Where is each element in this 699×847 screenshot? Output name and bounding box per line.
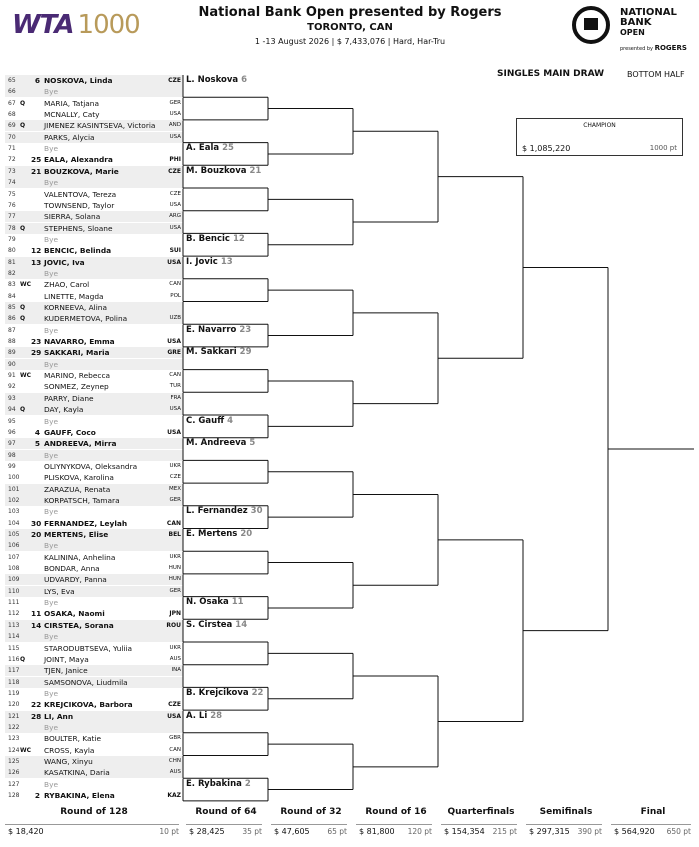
champion-label: CHAMPION [583,122,616,129]
player-nationality: CAN [169,281,181,288]
player-name: KORNEEVA, Alina [44,303,107,312]
player-name: Bye [44,722,58,732]
player-name: LYS, Eva [44,586,75,596]
round-label: Quarterfinals [447,807,515,817]
player-name: FERNANDEZ, Leylah [44,518,128,528]
slot-number: 73 [8,167,16,175]
player-nationality: POL [170,292,181,299]
slot-number: 77 [8,213,16,221]
slot-number: 112 [8,610,20,618]
player-nationality: INA [171,667,181,674]
player-nationality: TUR [169,383,181,390]
player-nationality: USA [169,224,181,231]
slot-number: 114 [8,633,20,641]
slot-number: 124 [8,746,20,754]
slot-number: 68 [8,111,16,119]
slot-number: 89 [8,349,16,357]
slot-number: 115 [8,644,20,652]
seed-number: 30 [31,518,42,528]
round-points: 120 pt [407,827,432,836]
player-name: SIERRA, Solana [44,212,101,222]
player-name: PLISKOVA, Karolina [44,473,114,483]
slot-number: 71 [8,145,16,153]
slot-number: 127 [8,780,20,788]
player-name: Bye [44,632,58,642]
player-name: Bye [44,598,58,608]
round-points: 65 pt [327,827,347,836]
player-nationality: PHI [169,156,181,164]
slot-number: 90 [8,360,16,368]
round-label: Final [640,807,666,817]
player-nationality: CAN [169,372,181,379]
round-of-64-slot: M. Andreeva 5 [186,438,256,449]
slot-number: 101 [8,485,20,493]
seed-number: 13 [31,257,42,267]
seed-number: 5 [34,439,40,449]
player-nationality: CAN [166,519,181,527]
round-of-64-slot: E. Navarro 23 [186,324,252,335]
player-nationality: SUI [169,247,181,255]
slot-number: 126 [8,769,20,777]
slot-number: 67 [8,99,16,107]
round-of-64-slot: N. Osaka 11 [186,597,244,608]
player-nationality: CAN [169,746,181,753]
wta-1000-logo: WTA 1000 [12,10,140,40]
slot-number: 86 [8,315,16,323]
player-nationality: USA [169,111,181,118]
player-nationality: MEX [169,485,181,492]
player-name: MARINO, Rebecca [44,371,111,381]
player-nationality: GRE [167,349,181,357]
player-name: Bye [44,234,58,244]
round-of-64-slot: L. Noskova 6 [186,75,248,85]
player-name: SAKKARI, Maria [44,348,110,358]
player-name: KASATKINA, Daria [44,768,110,778]
player-nationality: BEL [168,531,181,538]
slot-number: 116 [8,655,20,663]
player-name: VALENTOVA, Tereza [44,189,117,199]
player-nationality: USA [167,712,181,720]
player-name: DAY, Kayla [44,405,84,415]
player-nationality: ARG [169,213,181,220]
player-name: GAUFF, Coco [44,427,96,437]
tournament-title: National Bank Open presented by Rogers [198,5,502,20]
player-name: Bye [44,87,58,97]
round-of-64-slot: C. Gauff 4 [186,415,233,426]
round-label: Round of 32 [280,807,342,817]
seed-number: 23 [31,337,42,347]
player-name: Bye [44,779,58,789]
entry-status: Q [20,224,26,232]
player-nationality: USA [167,338,181,346]
slot-number: 82 [8,269,16,277]
player-name: ZARAZUA, Renata [44,484,111,494]
seed-number: 12 [31,246,42,256]
round-of-64-slot: I. Jovic 13 [186,256,233,267]
slot-number: 123 [8,735,20,743]
player-name: MERTENS, Elise [44,530,109,539]
round-label: Round of 128 [60,807,128,817]
round-prize: $ 81,800 [359,827,395,836]
slot-number: 66 [8,88,16,96]
slot-number: 96 [8,428,16,436]
player-name: NOSKOVA, Linda [44,76,113,85]
slot-number: 80 [8,247,16,255]
player-name: CROSS, Kayla [44,745,95,755]
slot-number: 91 [8,372,16,380]
entry-status: WC [20,746,32,754]
player-name: BENCIC, Belinda [44,246,112,256]
slot-number: 97 [8,440,16,448]
slot-number: 104 [8,519,20,527]
player-name: SAMSONOVA, Liudmila [44,677,128,687]
player-name: TOWNSEND, Taylor [44,200,115,210]
player-nationality: GBR [169,735,181,742]
entry-status: WC [20,281,32,289]
slot-number: 106 [8,542,20,550]
round-of-64-slot: S. Cirstea 14 [186,619,248,630]
player-name: Bye [44,359,58,369]
round-of-64-slot: E. Mertens 20 [186,529,253,539]
entry-status: Q [20,122,26,130]
slot-number: 121 [8,712,20,720]
slot-number: 65 [8,77,16,84]
player-nationality: CHN [168,758,181,764]
entry-status: Q [20,655,26,663]
player-nationality: JPN [169,610,181,618]
seed-number: 21 [31,166,42,176]
round-points: 390 pt [577,827,602,836]
player-name: Bye [44,144,58,154]
draw-title: SINGLES MAIN DRAW [497,69,605,79]
round-of-64-slot: L. Fernandez 30 [186,506,263,517]
slot-number: 111 [8,599,20,607]
player-nationality: FRA [170,394,181,401]
player-name: NAVARRO, Emma [44,337,115,347]
player-name: KORPATSCH, Tamara [44,495,120,505]
entry-status: Q [20,304,26,311]
round-points: 35 pt [242,827,262,836]
player-name: KREJCIKOVA, Barbora [44,700,133,710]
seed-number: 20 [31,530,42,539]
player-name: OSAKA, Naomi [44,609,105,619]
player-name: MCNALLY, Caty [44,110,100,120]
slot-number: 118 [8,678,20,686]
entry-status: Q [20,406,26,414]
player-nationality: KAZ [167,792,181,800]
prize-money-footer [0,803,699,847]
seed-number: 2 [34,791,40,801]
player-name: BOULTER, Katie [44,734,102,744]
slot-number: 110 [8,587,20,595]
round-prize: $ 47,605 [274,827,310,836]
slot-number: 69 [8,122,16,130]
player-name: RYBAKINA, Elena [44,791,115,801]
slot-number: 85 [8,304,16,311]
player-name: MARIA, Tatjana [44,98,100,108]
slot-number: 109 [8,576,20,584]
player-nationality: AUS [169,655,181,662]
slot-number: 76 [8,201,16,209]
player-name: BOUZKOVA, Marie [44,166,119,176]
slot-number: 93 [8,394,16,402]
round-label: Semifinals [539,807,593,817]
slot-number: 100 [8,474,20,482]
slot-number: 74 [8,179,16,187]
slot-number: 122 [8,723,20,731]
slot-number: 70 [8,133,16,141]
player-nationality: GER [169,587,181,594]
player-name: UDVARDY, Panna [44,575,107,585]
player-nationality: USA [169,133,181,140]
slot-number: 92 [8,383,16,391]
player-nationality: HUN [168,565,181,572]
player-name: Bye [44,507,58,517]
slot-number: 83 [8,281,16,289]
round-of-64-slot: A. Eala 25 [186,143,234,154]
player-name: Bye [44,688,58,698]
slot-number: 72 [8,156,16,164]
player-name: LI, Ann [44,711,74,721]
seed-number: 28 [31,711,42,721]
player-name: JOVIC, Iva [44,257,85,267]
entry-status: Q [20,315,26,323]
round-prize: $ 297,315 [529,827,570,836]
slot-number: 117 [8,667,20,675]
slot-number: 128 [8,792,20,800]
player-name: TJEN, Janice [44,666,88,676]
player-nationality: USA [167,428,181,436]
player-name: Bye [44,416,58,426]
round-of-64-slot: E. Rybakina 2 [186,778,251,789]
player-nationality: CZE [169,474,181,481]
round-of-64-slot: B. Krejcikova 22 [186,687,264,698]
player-name: KUDERMETOVA, Polina [44,314,128,324]
player-name: LINETTE, Magda [44,291,104,301]
round-points: 215 pt [492,827,517,836]
player-nationality: UKR [169,553,181,560]
tournament-details: 1 -13 August 2026 | $ 7,433,076 | Hard, Har-Tru [254,37,446,46]
slot-number: 105 [8,531,20,538]
entry-status: Q [20,99,26,107]
player-name: STEPHENS, Sloane [44,223,113,233]
player-nationality: USA [167,258,181,266]
player-nationality: GER [169,99,181,106]
seed-number: 11 [31,609,42,619]
player-name: WANG, Xinyu [44,757,93,766]
slot-number: 99 [8,462,16,470]
slot-number: 81 [8,258,16,266]
player-nationality: HUN [168,576,181,583]
champion-points: 1000 pt [649,144,677,152]
player-name: PARKS, Alycia [44,132,95,142]
round-points: 650 pt [666,827,691,836]
slot-number: 103 [8,508,20,516]
player-nationality: AUS [169,769,181,776]
round-of-64-slot: M. Sakkari 29 [186,347,252,358]
slot-number: 102 [8,496,20,504]
player-name: Bye [44,325,58,335]
slot-number: 125 [8,758,20,765]
slot-number: 94 [8,406,16,414]
national-bank-open-logo: NATIONAL BANK OPEN presented by ROGERS [572,4,692,54]
player-nationality: UZB [169,315,181,322]
player-nationality: USA [169,406,181,413]
slot-number: 84 [8,292,16,300]
player-name: ANDREEVA, Mirra [44,439,117,449]
slot-number: 98 [8,451,16,459]
round-prize: $ 154,354 [444,827,485,836]
player-name: OLIYNYKOVA, Oleksandra [44,461,138,471]
round-label: Round of 64 [195,807,257,817]
seed-number: 22 [31,700,42,710]
seed-number: 4 [34,427,40,437]
player-nationality: AND [168,122,181,129]
champion-prize: $ 1,085,220 [522,144,571,153]
player-nationality: ROU [166,621,181,629]
player-nationality: CZE [168,701,181,709]
entry-status: WC [20,372,32,380]
player-name: KALININA, Anhelina [44,552,116,562]
player-name: ZHAO, Carol [44,280,90,290]
player-nationality: GER [169,496,181,503]
round-points: 10 pt [159,827,179,836]
slot-number: 78 [8,224,16,232]
slot-number: 87 [8,326,16,334]
round-of-64-slot: A. Li 28 [186,710,223,721]
slot-number: 79 [8,235,16,243]
seed-number: 14 [31,620,42,630]
player-nationality: CZE [168,167,181,175]
slot-number: 95 [8,417,16,425]
draw-subtitle: BOTTOM HALF [627,70,685,79]
slot-number: 119 [8,689,20,697]
player-nationality: USA [169,201,181,208]
slot-number: 108 [8,565,20,573]
slot-number: 120 [8,701,20,709]
player-name: JOINT, Maya [44,654,89,664]
player-name: EALA, Alexandra [44,155,113,165]
player-nationality: CZE [169,190,181,197]
player-name: Bye [44,450,58,460]
round-prize: $ 18,420 [8,827,44,836]
round-label: Round of 16 [365,807,427,817]
player-name: SONMEZ, Zeynep [44,382,109,392]
round-of-64-slot: B. Bencic 12 [186,233,245,244]
player-nationality: UKR [169,644,181,651]
slot-number: 88 [8,338,16,346]
tournament-location: TORONTO, CAN [307,22,393,33]
player-name: Bye [44,541,58,551]
round-of-64-slot: M. Bouzkova 21 [186,165,262,176]
slot-number: 75 [8,190,16,198]
player-nationality: UKR [169,462,181,469]
player-name: STARODUBTSEVA, Yuliia [44,643,133,653]
player-name: PARRY, Diane [44,393,94,403]
round-prize: $ 564,920 [614,827,655,836]
slot-number: 113 [8,621,20,629]
player-name: BONDAR, Anna [44,564,100,574]
player-name: CIRSTEA, Sorana [44,620,114,630]
player-nationality: CZE [168,77,181,84]
round-prize: $ 28,425 [189,827,225,836]
slot-number: 107 [8,553,20,561]
seed-number: 6 [34,76,40,85]
seed-number: 29 [31,348,42,358]
seed-number: 25 [31,155,42,165]
player-name: Bye [44,178,58,188]
player-name: JIMENEZ KASINTSEVA, Victoria [44,121,156,131]
player-name: Bye [44,268,58,278]
